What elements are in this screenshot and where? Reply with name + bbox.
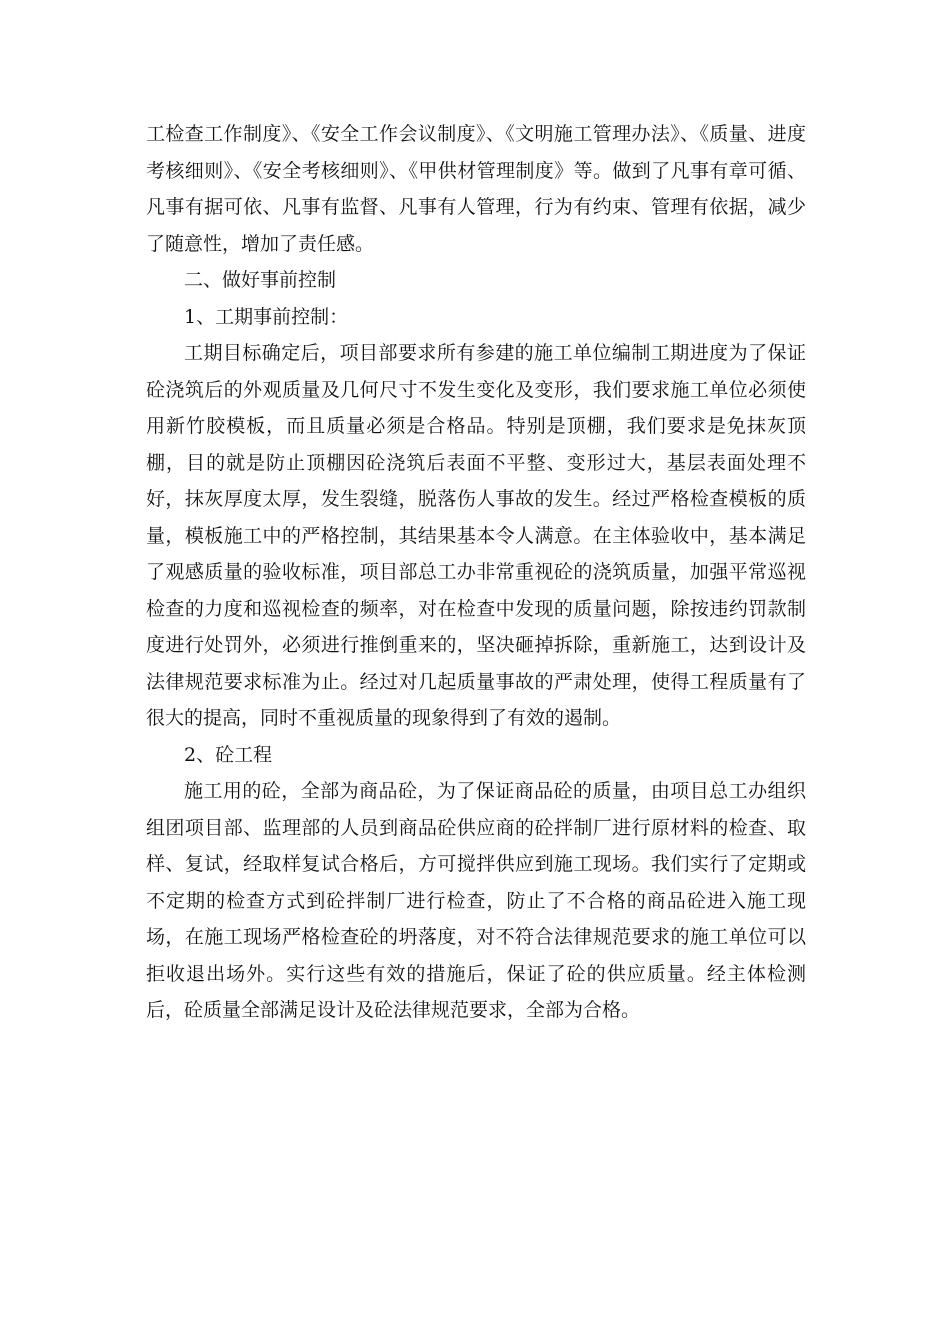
paragraph-schedule-control: 工期目标确定后，项目部要求所有参建的施工单位编制工期进度为了保证砼浇筑后的外观质量及几何尺寸不发生变化及变形，我们要求施工单位必须使用新竹胶模板，而且质量必须是合格品。特别是顶棚，我们要求是免抹灰顶棚，目的就是防止顶棚因砼浇筑后表面不平整、变形过大，基层表面处理不好，抹灰厚度太厚，发生裂缝，脱落伤人事故的发生。经过严格检查模板的质量，模板施工中的严格控制，其结果基本令人满意。在主体验收中，基本满足了观感质量的验收标准，项目部总工办非常重视砼的浇筑质量，加强平常巡视检查的力度和巡视检查的频率，对在检查中发现的质量问题，除按违约罚款制度进行处罚外，必须进行推倒重来的，坚决砸掉拆除，重新施工，达到设计及法律规范要求标准为止。经过对几起质量事故的严肃处理，使得工程质量有了很大的提高，同时不重视质量的现象得到了有效的遏制。 [146,342,806,729]
subheading-concrete-works: 2、砼工程 [184,743,273,766]
subheading-schedule-control: 1、工期事前控制： [184,305,349,328]
document-body [146,116,806,1029]
paragraph-concrete-works: 施工用的砼，全部为商品砼，为了保证商品砼的质量，由项目总工办组织组团项目部、监理部的人员到商品砼供应商的砼拌制厂进行原材料的检查、取样、复试，经取样复试合格后，方可搅拌供应到施工现场。我们实行了定期或不定期的检查方式到砼拌制厂进行检查，防止了不合格的商品砼进入施工现场，在施工现场严格检查砼的坍落度，对不符合法律规范要求的施工单位可以拒收退出场外。实行这些有效的措施后，保证了砼的供应质量。经主体检测后，砼质量全部满足设计及砼法律规范要求，全部为合格。 [146,780,806,1021]
section-heading-pre-control: 二、做好事前控制 [184,269,337,291]
paragraph-management-rules: 工检查工作制度》、《安全工作会议制度》、《文明施工管理办法》、《质量、进度考核细则》、《安全考核细则》、《甲供材管理制度》等。做到了凡事有章可循、凡事有据可依、凡事有监督、凡事有人管理，行为有约束、管理有依据，减少了随意性，增加了责任感。 [146,123,806,255]
